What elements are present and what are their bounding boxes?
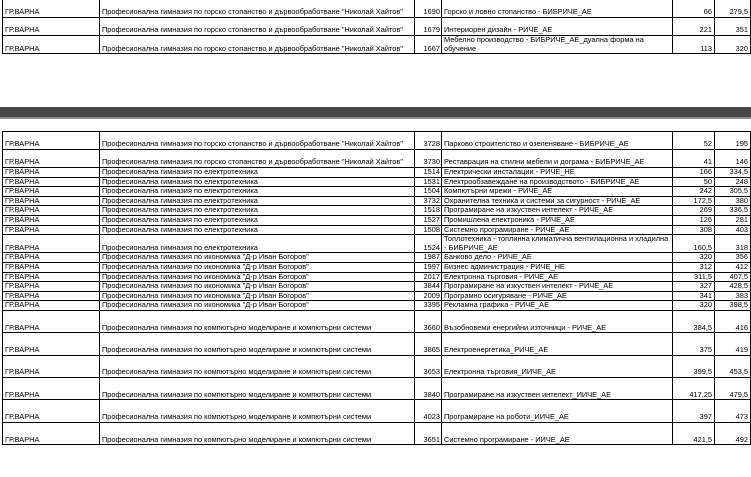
table-row	[3, 206, 751, 216]
code-cell: 1508	[415, 225, 442, 235]
city-cell: ГР.ВАРНА	[3, 177, 100, 187]
city-cell: ГР.ВАРНА	[3, 253, 100, 263]
table-row	[3, 301, 751, 311]
min-score-cell: 312	[673, 262, 715, 272]
max-score-cell: 305,5	[715, 187, 751, 197]
specialty-cell: Системно програмиране - РИЧЕ_АЕ	[442, 225, 673, 235]
table-row	[3, 400, 751, 422]
school-cell: Професионална гимназия по компютърно моделиране и компютърни системи	[100, 378, 415, 400]
specialty-cell: Възобновеми енергийни източници - РИЧЕ_АЕ	[442, 310, 673, 332]
min-score-cell: 311,5	[673, 272, 715, 282]
specialty-cell: Интериорен дизайн - РИЧЕ_АЕ	[442, 18, 673, 36]
max-score-cell: 380	[715, 196, 751, 206]
school-cell: Професионална гимназия по икономика "Д-р Иван Богоров"	[100, 262, 415, 272]
max-score-cell: 412	[715, 262, 751, 272]
max-score-cell: 281	[715, 215, 751, 225]
max-score-cell: 407,5	[715, 272, 751, 282]
table-row	[3, 150, 751, 168]
table-row	[3, 18, 751, 36]
specialty-cell: Електроенергетика_РИЧЕ_АЕ	[442, 333, 673, 355]
min-score-cell: 221	[673, 18, 715, 36]
code-cell: 1524	[415, 235, 442, 253]
max-score-cell: 479,5	[715, 378, 751, 400]
city-cell: ГР.ВАРНА	[3, 333, 100, 355]
table-row	[3, 333, 751, 355]
code-cell: 3653	[415, 355, 442, 377]
max-score-cell: 279,5	[715, 0, 751, 18]
specialty-cell: Електрообзавеждане на производството - БИБРИЧЕ_АЕ	[442, 177, 673, 187]
school-cell: Професионална гимназия по горско стопанство и дървообработване "Николай Хайтов"	[100, 132, 415, 150]
city-cell: ГР.ВАРНА	[3, 225, 100, 235]
code-cell: 1518	[415, 206, 442, 216]
school-cell: Професионална гимназия по електротехника	[100, 177, 415, 187]
specialty-cell: Програмиране на изкуствен интелект - РИЧЕ_АЕ	[442, 282, 673, 292]
code-cell: 3730	[415, 150, 442, 168]
school-cell: Професионална гимназия по горско стопанство и дървообработване "Николай Хайтов"	[100, 150, 415, 168]
window-split-line	[0, 117, 751, 119]
school-cell: Професионална гимназия по електротехника	[100, 225, 415, 235]
school-cell: Професионална гимназия по икономика "Д-р Иван Богоров"	[100, 272, 415, 282]
city-cell: ГР.ВАРНА	[3, 132, 100, 150]
code-cell: 3840	[415, 378, 442, 400]
max-score-cell: 356	[715, 253, 751, 263]
min-score-cell: 160,5	[673, 235, 715, 253]
max-score-cell: 320	[715, 36, 751, 54]
code-cell: 3732	[415, 196, 442, 206]
school-cell: Професионална гимназия по икономика "Д-р Иван Богоров"	[100, 253, 415, 263]
min-score-cell: 320	[673, 301, 715, 311]
school-cell: Професионална гимназия по компютърно моделиране и компютърни системи	[100, 422, 415, 444]
specialty-cell: Охранителна техника и системи за сигурност - РИЧЕ_АЕ	[442, 196, 673, 206]
max-score-cell: 334,5	[715, 168, 751, 178]
school-cell: Професионална гимназия по икономика "Д-р Иван Богоров"	[100, 291, 415, 301]
code-cell: 1667	[415, 36, 442, 54]
min-score-cell: 166	[673, 168, 715, 178]
specialty-cell: Горско и ловно стопанство - БИБРИЧЕ_АЕ	[442, 0, 673, 18]
results-table-main	[2, 131, 751, 445]
specialty-cell: Компютърни мрежи - РИЧЕ_АЕ	[442, 187, 673, 197]
min-score-cell: 113	[673, 36, 715, 54]
specialty-cell: Бизнес администрация - РИЧЕ_НЕ	[442, 262, 673, 272]
city-cell: ГР.ВАРНА	[3, 215, 100, 225]
city-cell: ГР.ВАРНА	[3, 150, 100, 168]
min-score-cell: 308	[673, 225, 715, 235]
city-cell: ГР.ВАРНА	[3, 206, 100, 216]
table-row	[3, 310, 751, 332]
school-cell: Професионална гимназия по горско стопанство и дървообработване "Николай Хайтов"	[100, 18, 415, 36]
table-row	[3, 36, 751, 54]
city-cell: ГР.ВАРНА	[3, 272, 100, 282]
max-score-cell: 403	[715, 225, 751, 235]
city-cell: ГР.ВАРНА	[3, 301, 100, 311]
table-row	[3, 168, 751, 178]
table-row	[3, 215, 751, 225]
min-score-cell: 320	[673, 253, 715, 263]
school-cell: Професионална гимназия по електротехника	[100, 235, 415, 253]
code-cell: 1987	[415, 253, 442, 263]
city-cell: ГР.ВАРНА	[3, 168, 100, 178]
code-cell: 1527	[415, 215, 442, 225]
table-row	[3, 272, 751, 282]
min-score-cell: 327	[673, 282, 715, 292]
specialty-cell: Програмиране на изкуствен интелект_ИИЧЕ_АЕ	[442, 378, 673, 400]
specialty-cell: Електронна търговия_ИИЧЕ_АЕ	[442, 355, 673, 377]
code-cell: 1679	[415, 18, 442, 36]
school-cell: Професионална гимназия по горско стопанство и дървообработване "Николай Хайтов"	[100, 0, 415, 18]
min-score-cell: 52	[673, 132, 715, 150]
code-cell: 3660	[415, 310, 442, 332]
max-score-cell: 398,5	[715, 301, 751, 311]
max-score-cell: 195	[715, 132, 751, 150]
table-row	[3, 225, 751, 235]
table-row	[3, 378, 751, 400]
specialty-cell: Реставрация на стилни мебели и дограма - БИБРИЧЕ_АЕ	[442, 150, 673, 168]
min-score-cell: 172,5	[673, 196, 715, 206]
specialty-cell: Електрически инсталации - РИЧЕ_НЕ	[442, 168, 673, 178]
code-cell: 1531	[415, 177, 442, 187]
max-score-cell: 492	[715, 422, 751, 444]
school-cell: Професионална гимназия по компютърно моделиране и компютърни системи	[100, 333, 415, 355]
specialty-cell: Рекламна графика - РИЧЕ_АЕ	[442, 301, 673, 311]
max-score-cell: 318	[715, 235, 751, 253]
max-score-cell: 248	[715, 177, 751, 187]
school-cell: Професионална гимназия по електротехника	[100, 196, 415, 206]
city-cell: ГР.ВАРНА	[3, 235, 100, 253]
school-cell: Професионална гимназия по електротехника	[100, 168, 415, 178]
city-cell: ГР.ВАРНА	[3, 400, 100, 422]
city-cell: ГР.ВАРНА	[3, 0, 100, 18]
school-cell: Професионална гимназия по компютърно моделиране и компютърни системи	[100, 310, 415, 332]
min-score-cell: 50	[673, 177, 715, 187]
min-score-cell: 41	[673, 150, 715, 168]
school-cell: Професионална гимназия по компютърно моделиране и компютърни системи	[100, 355, 415, 377]
max-score-cell: 336,5	[715, 206, 751, 216]
table-row	[3, 355, 751, 377]
code-cell: 3844	[415, 282, 442, 292]
specialty-cell: Системно програмиране - ИИЧЕ_АЕ	[442, 422, 673, 444]
min-score-cell: 269	[673, 206, 715, 216]
max-score-cell: 416	[715, 310, 751, 332]
school-cell: Професионална гимназия по икономика "Д-р Иван Богоров"	[100, 282, 415, 292]
table-row	[3, 422, 751, 444]
min-score-cell: 417,25	[673, 378, 715, 400]
specialty-cell: Топлотехника - топлинна климатична вентилационна и хладилна - БИБРИЧЕ_АЕ	[442, 235, 673, 253]
specialty-cell: Електронна търговия - РИЧЕ_АЕ	[442, 272, 673, 282]
min-score-cell: 421,5	[673, 422, 715, 444]
city-cell: ГР.ВАРНА	[3, 355, 100, 377]
min-score-cell: 375	[673, 333, 715, 355]
specialty-cell: Банково дело - РИЧЕ_АЕ	[442, 253, 673, 263]
max-score-cell: 473	[715, 400, 751, 422]
city-cell: ГР.ВАРНА	[3, 36, 100, 54]
table-row	[3, 187, 751, 197]
code-cell: 3651	[415, 422, 442, 444]
school-cell: Професионална гимназия по компютърно моделиране и компютърни системи	[100, 400, 415, 422]
table-row	[3, 282, 751, 292]
table-row	[3, 262, 751, 272]
city-cell: ГР.ВАРНА	[3, 282, 100, 292]
city-cell: ГР.ВАРНА	[3, 196, 100, 206]
code-cell: 1690	[415, 0, 442, 18]
code-cell: 2009	[415, 291, 442, 301]
max-score-cell: 351	[715, 18, 751, 36]
city-cell: ГР.ВАРНА	[3, 262, 100, 272]
max-score-cell: 453,5	[715, 355, 751, 377]
school-cell: Професионална гимназия по горско стопанство и дървообработване "Николай Хайтов"	[100, 36, 415, 54]
table-row	[3, 0, 751, 18]
school-cell: Професионална гимназия по електротехника	[100, 206, 415, 216]
specialty-cell: Програмиране на изкуствен интелект - РИЧЕ_АЕ	[442, 206, 673, 216]
school-cell: Професионална гимназия по електротехника	[100, 187, 415, 197]
code-cell: 1514	[415, 168, 442, 178]
city-cell: ГР.ВАРНА	[3, 187, 100, 197]
school-cell: Професионална гимназия по икономика "Д-р Иван Богоров"	[100, 301, 415, 311]
min-score-cell: 126	[673, 215, 715, 225]
min-score-cell: 384,5	[673, 310, 715, 332]
max-score-cell: 383	[715, 291, 751, 301]
min-score-cell: 399,5	[673, 355, 715, 377]
table-row	[3, 132, 751, 150]
code-cell: 3728	[415, 132, 442, 150]
table-row	[3, 235, 751, 253]
city-cell: ГР.ВАРНА	[3, 310, 100, 332]
window-split-bar[interactable]	[0, 107, 751, 117]
specialty-cell: Парково строителство и озеленяване - БИБРИЧЕ_АЕ	[442, 132, 673, 150]
min-score-cell: 341	[673, 291, 715, 301]
results-table-top	[2, 0, 751, 54]
specialty-cell: Промишлена електроника - РИЧЕ_АЕ	[442, 215, 673, 225]
code-cell: 2017	[415, 272, 442, 282]
city-cell: ГР.ВАРНА	[3, 378, 100, 400]
min-score-cell: 66	[673, 0, 715, 18]
table-row	[3, 253, 751, 263]
table-row	[3, 196, 751, 206]
code-cell: 1504	[415, 187, 442, 197]
table-row	[3, 177, 751, 187]
max-score-cell: 146	[715, 150, 751, 168]
school-cell: Професионална гимназия по електротехника	[100, 215, 415, 225]
code-cell: 1997	[415, 262, 442, 272]
specialty-cell: Програмно осигуряване - РИЧЕ_АЕ	[442, 291, 673, 301]
max-score-cell: 419	[715, 333, 751, 355]
code-cell: 3865	[415, 333, 442, 355]
min-score-cell: 242	[673, 187, 715, 197]
specialty-cell: Мебелно производство - БИБРИЧЕ_АЕ_дуална форма на обучение	[442, 36, 673, 54]
specialty-cell: Програмиране на роботи_ИИЧЕ_АЕ	[442, 400, 673, 422]
min-score-cell: 397	[673, 400, 715, 422]
city-cell: ГР.ВАРНА	[3, 18, 100, 36]
table-row	[3, 291, 751, 301]
max-score-cell: 428,5	[715, 282, 751, 292]
city-cell: ГР.ВАРНА	[3, 422, 100, 444]
code-cell: 4023	[415, 400, 442, 422]
city-cell: ГР.ВАРНА	[3, 291, 100, 301]
code-cell: 3395	[415, 301, 442, 311]
